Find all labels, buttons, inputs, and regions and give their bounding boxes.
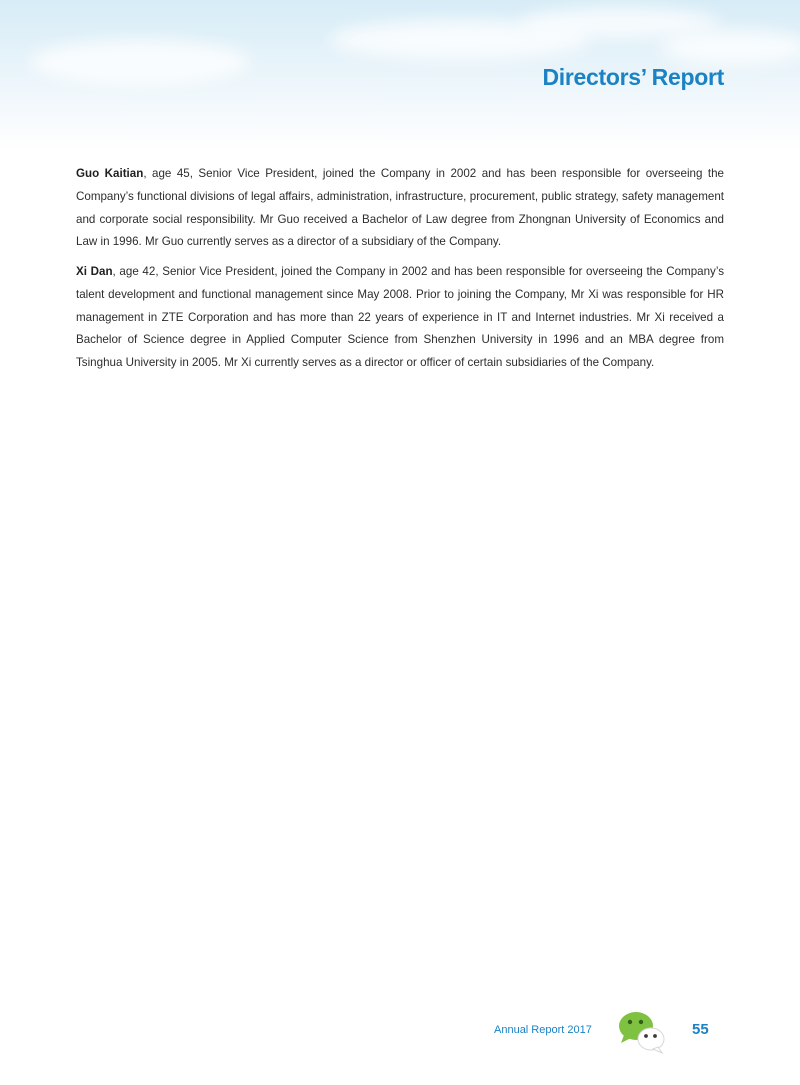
page-number: 55: [692, 1021, 709, 1038]
bio-paragraph: [76, 261, 724, 375]
bio-text: , age 42, Senior Vice President, joined the Company in 2002 and has been responsible for overseeing the Company’s talent development and functional management since May 2008. Prior to joining the Company, Mr Xi was responsible for HR management in ZTE Corporation and has more than 22 years of experience in IT and Internet industries. Mr Xi received a Bachelor of Science degree in Applied Computer Science from Shenzhen University in 1996 and an MBA degree from Tsinghua University in 2005. Mr Xi currently serves as a director or officer of certain subsidiaries of the Company.: [76, 264, 725, 370]
wechat-logo-icon: [616, 1008, 668, 1054]
biographies: [76, 163, 724, 382]
bio-paragraph: [76, 163, 724, 254]
section-title: Directors’ Report: [542, 64, 724, 90]
person-name: Xi Dan: [76, 264, 113, 278]
bio-text: , age 45, Senior Vice President, joined the Company in 2002 and has been responsible for overseeing the Company’s functional divisions of legal affairs, administration, infrastructure, procurement, public strategy, safety management and corporate social responsibility. Mr Guo received a Bachelor of Law degree from Zhongnan University of Economics and Law in 1996. Mr Guo currently serves as a director of a subsidiary of the Company.: [76, 167, 724, 249]
footer-report-label: Annual Report 2017: [494, 1024, 592, 1036]
person-name: Guo Kaitian: [76, 167, 144, 180]
cloud-decoration: [660, 30, 800, 65]
cloud-decoration: [30, 40, 250, 85]
